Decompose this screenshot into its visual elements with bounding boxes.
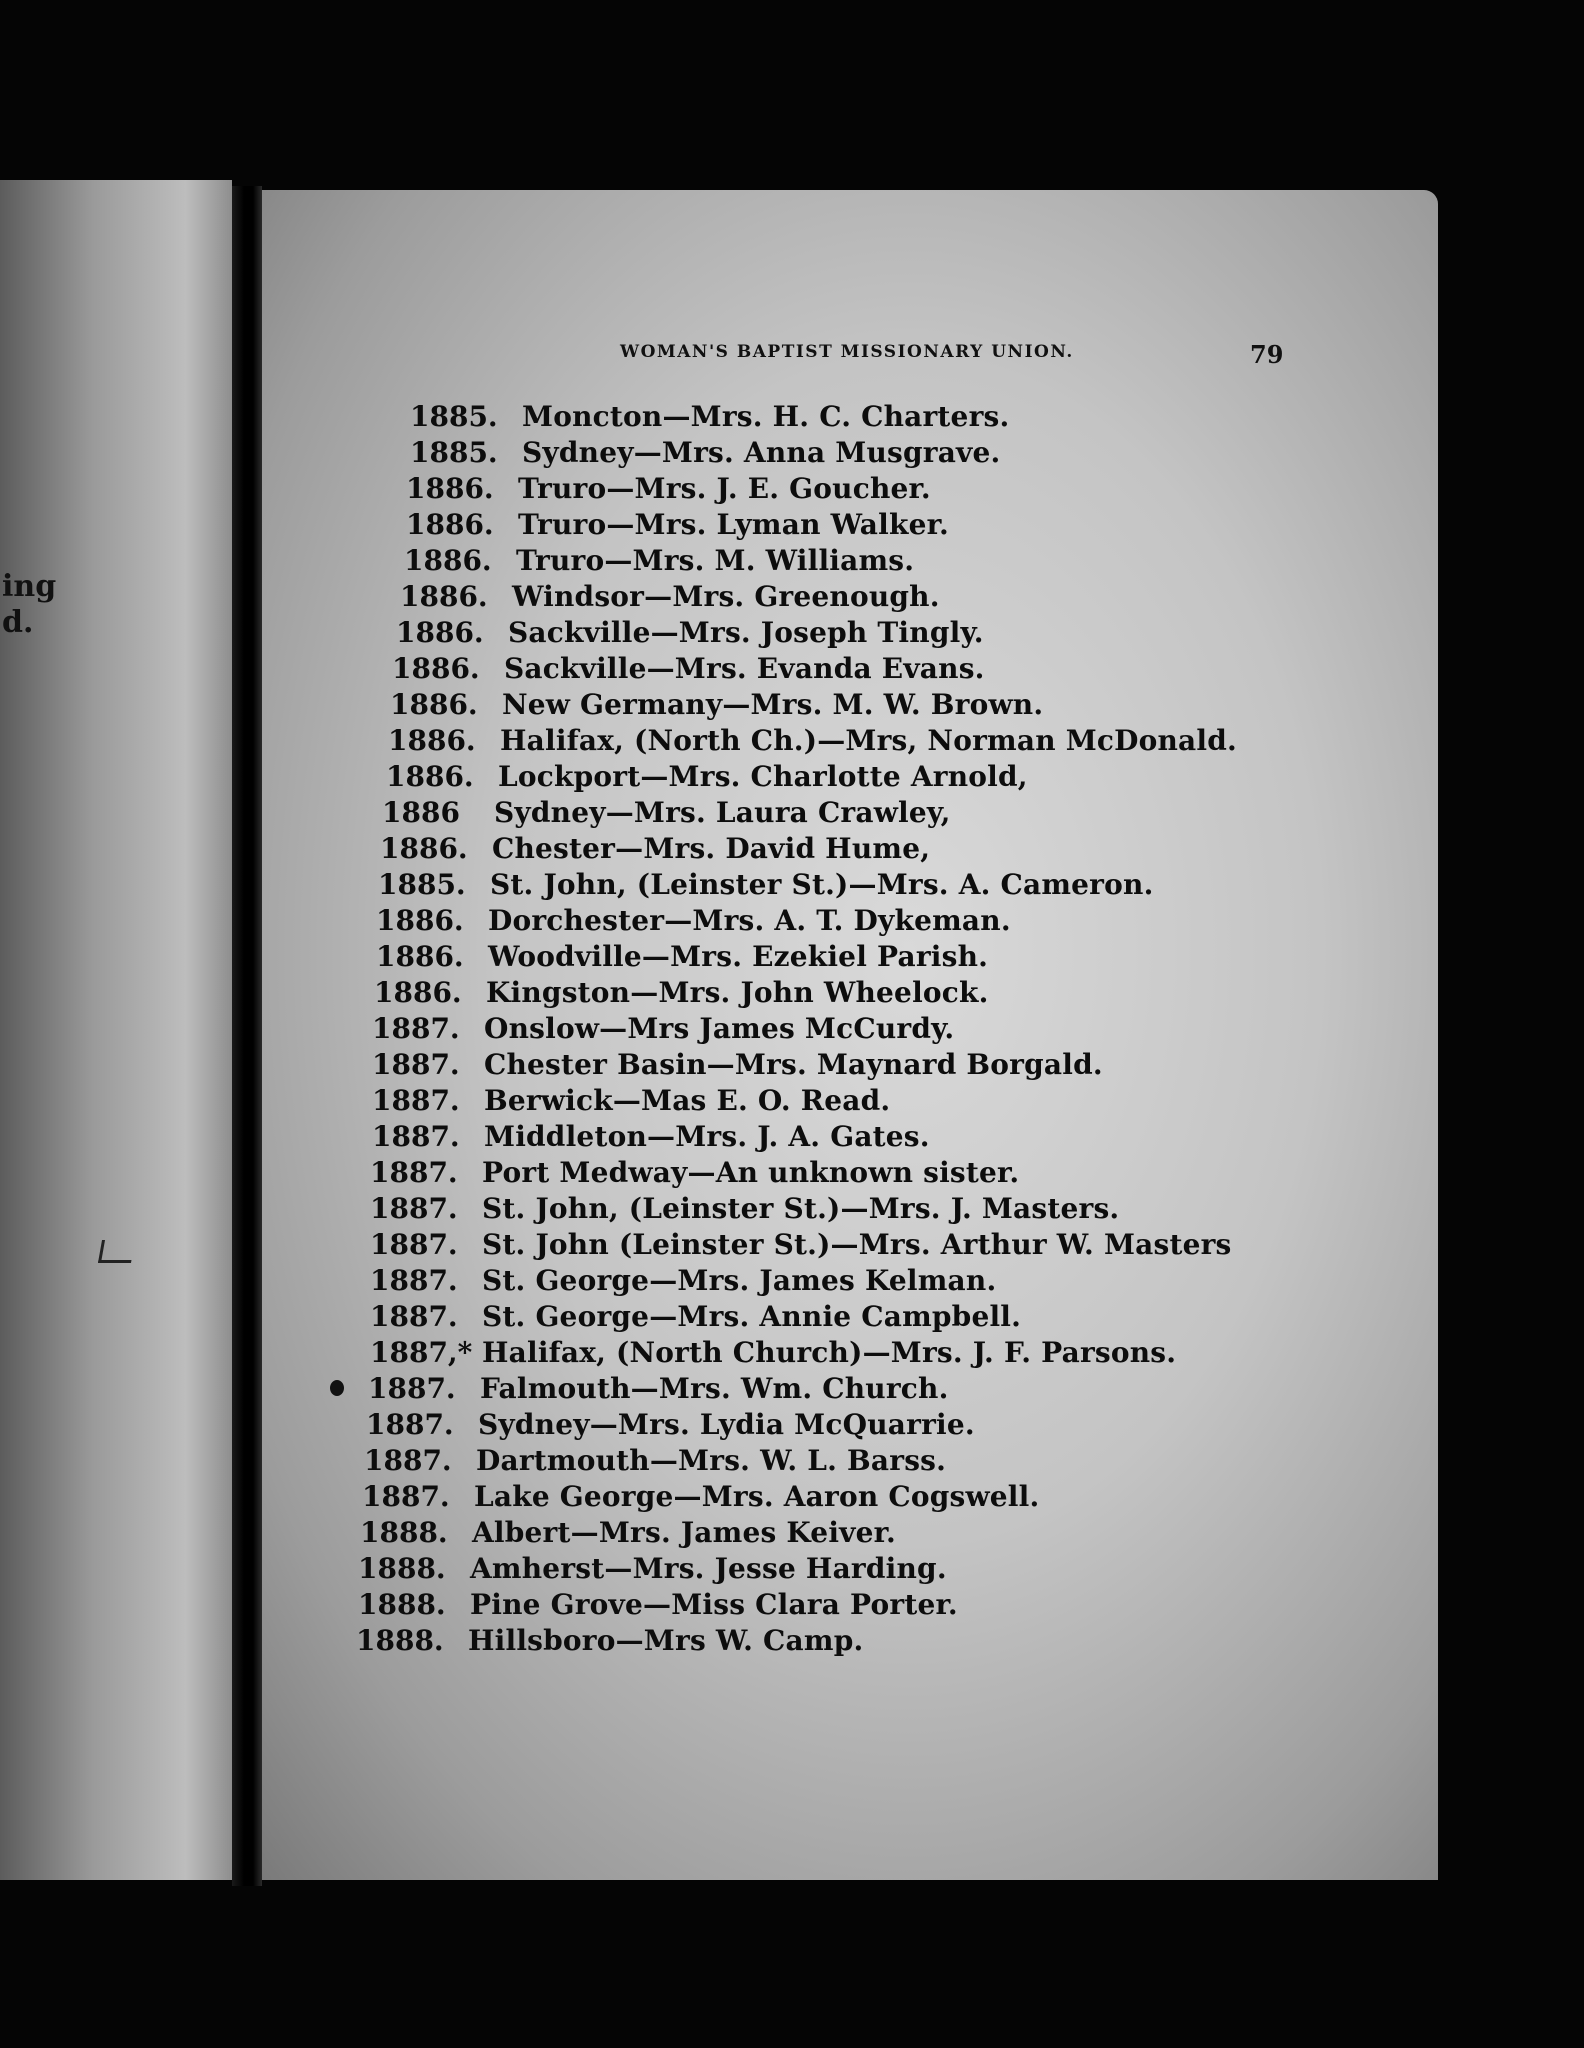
ink-speck <box>330 1380 344 1396</box>
entry-text: Dartmouth—Mrs. W. L. Barss. <box>476 1443 947 1477</box>
running-header: WOMAN'S BAPTIST MISSIONARY UNION. <box>620 342 1074 362</box>
left-page-text-fragment: ing <box>2 569 57 604</box>
list-item <box>386 758 1430 794</box>
list-item <box>382 794 1430 830</box>
list-item <box>376 938 1430 974</box>
entry-year: 1886. <box>396 615 484 649</box>
entry-text: Falmouth—Mrs. Wm. Church. <box>480 1371 949 1405</box>
list-item <box>380 830 1430 866</box>
list-item <box>376 902 1430 938</box>
list-item <box>366 1406 1430 1442</box>
list-item <box>372 1010 1430 1046</box>
entry-year: 1886. <box>392 651 480 685</box>
entry-text: Lake George—Mrs. Aaron Cogswell. <box>474 1479 1040 1513</box>
list-item <box>372 1082 1430 1118</box>
list-item <box>406 470 1430 506</box>
entry-text: Sackville—Mrs. Joseph Tingly. <box>508 615 984 649</box>
entry-year: 1887. <box>370 1155 458 1189</box>
entry-text: St. John, (Leinster St.)—Mrs. J. Masters. <box>482 1191 1120 1225</box>
left-page-text-fragment: d. <box>2 605 34 640</box>
list-item <box>400 578 1430 614</box>
entry-text: Onslow—Mrs James McCurdy. <box>484 1011 955 1045</box>
entry-year: 1886. <box>388 723 476 757</box>
entry-text: Hillsboro—Mrs W. Camp. <box>468 1623 864 1657</box>
entry-text: Port Medway—An unknown sister. <box>482 1155 1020 1189</box>
entry-year: 1887. <box>370 1227 458 1261</box>
entry-year: 1886 <box>382 795 460 829</box>
entry-text: Truro—Mrs. M. Williams. <box>516 543 915 577</box>
list-item <box>390 686 1430 722</box>
entry-text: St. George—Mrs. James Kelman. <box>482 1263 997 1297</box>
list-item <box>370 1226 1430 1262</box>
list-item <box>410 398 1430 434</box>
entry-text: Halifax, (North Ch.)—Mrs, Norman McDonald. <box>500 723 1237 757</box>
entry-year: 1886. <box>376 903 464 937</box>
entry-text: Berwick—Mas E. O. Read. <box>484 1083 891 1117</box>
list-item <box>358 1586 1430 1622</box>
entry-year: 1886. <box>374 975 462 1009</box>
entry-year: 1887. <box>370 1263 458 1297</box>
list-item <box>372 1118 1430 1154</box>
entry-year: 1887. <box>362 1479 450 1513</box>
list-item <box>388 722 1430 758</box>
entry-year: 1888. <box>358 1587 446 1621</box>
entry-year: 1886. <box>400 579 488 613</box>
entry-text: Truro—Mrs. J. E. Goucher. <box>518 471 931 505</box>
entry-text: Sydney—Mrs. Lydia McQuarrie. <box>478 1407 975 1441</box>
entry-year: 1886. <box>390 687 478 721</box>
entry-text: Sydney—Mrs. Anna Musgrave. <box>522 435 1001 469</box>
list-item <box>406 506 1430 542</box>
entry-text: Woodville—Mrs. Ezekiel Parish. <box>488 939 989 973</box>
list-item <box>370 1190 1430 1226</box>
page-number: 79 <box>1250 340 1284 369</box>
entry-year: 1887. <box>370 1191 458 1225</box>
entry-text: St. John (Leinster St.)—Mrs. Arthur W. Masters <box>482 1227 1232 1261</box>
list-item <box>362 1478 1430 1514</box>
entry-text: New Germany—Mrs. M. W. Brown. <box>502 687 1044 721</box>
entry-text: St. George—Mrs. Annie Campbell. <box>482 1299 1022 1333</box>
entry-text: Sydney—Mrs. Laura Crawley, <box>494 795 951 829</box>
book-binding-gutter <box>232 186 262 1886</box>
member-list <box>356 398 1430 1658</box>
entry-year: 1886. <box>404 543 492 577</box>
entry-year: 1888. <box>358 1551 446 1585</box>
entry-year: 1887. <box>372 1047 460 1081</box>
entry-year: 1887. <box>372 1083 460 1117</box>
entry-text: Middleton—Mrs. J. A. Gates. <box>484 1119 930 1153</box>
entry-year: 1885. <box>410 435 498 469</box>
left-page-fragment <box>0 180 232 1880</box>
entry-text: Kingston—Mrs. John Wheelock. <box>486 975 989 1009</box>
entry-text: Amherst—Mrs. Jesse Harding. <box>470 1551 947 1585</box>
list-item <box>396 614 1430 650</box>
list-item <box>370 1154 1430 1190</box>
list-item <box>356 1622 1430 1658</box>
entry-year: 1887,* <box>370 1335 473 1369</box>
entry-text: Albert—Mrs. James Keiver. <box>472 1515 896 1549</box>
list-item <box>360 1514 1430 1550</box>
entry-text: Chester—Mrs. David Hume, <box>492 831 931 865</box>
entry-text: St. John, (Leinster St.)—Mrs. A. Cameron. <box>490 867 1154 901</box>
entry-text: Halifax, (North Church)—Mrs. J. F. Parsons. <box>482 1335 1177 1369</box>
list-item <box>392 650 1430 686</box>
entry-year: 1887. <box>368 1371 456 1405</box>
left-page-pen-mark <box>98 1240 135 1263</box>
entry-year: 1887. <box>372 1011 460 1045</box>
entry-year: 1886. <box>406 471 494 505</box>
entry-year: 1887. <box>366 1407 454 1441</box>
list-item <box>368 1370 1430 1406</box>
entry-year: 1885. <box>410 399 498 433</box>
entry-year: 1887. <box>364 1443 452 1477</box>
list-item <box>370 1262 1430 1298</box>
entry-text: Lockport—Mrs. Charlotte Arnold, <box>498 759 1028 793</box>
list-item <box>404 542 1430 578</box>
entry-year: 1888. <box>360 1515 448 1549</box>
entry-year: 1888. <box>356 1623 444 1657</box>
entry-year: 1886. <box>380 831 468 865</box>
entry-text: Chester Basin—Mrs. Maynard Borgald. <box>484 1047 1103 1081</box>
list-item <box>358 1550 1430 1586</box>
list-item <box>370 1334 1430 1370</box>
list-item <box>410 434 1430 470</box>
list-item <box>378 866 1430 902</box>
entry-year: 1886. <box>376 939 464 973</box>
entry-text: Windsor—Mrs. Greenough. <box>512 579 940 613</box>
list-item <box>372 1046 1430 1082</box>
entry-text: Moncton—Mrs. H. C. Charters. <box>522 399 1010 433</box>
entry-year: 1886. <box>386 759 474 793</box>
list-item <box>374 974 1430 1010</box>
entry-year: 1886. <box>406 507 494 541</box>
entry-text: Pine Grove—Miss Clara Porter. <box>470 1587 958 1621</box>
list-item <box>364 1442 1430 1478</box>
entry-text: Dorchester—Mrs. A. T. Dykeman. <box>488 903 1011 937</box>
entry-year: 1887. <box>370 1299 458 1333</box>
entry-text: Truro—Mrs. Lyman Walker. <box>518 507 949 541</box>
entry-text: Sackville—Mrs. Evanda Evans. <box>504 651 985 685</box>
list-item <box>370 1298 1430 1334</box>
entry-year: 1887. <box>372 1119 460 1153</box>
entry-year: 1885. <box>378 867 466 901</box>
